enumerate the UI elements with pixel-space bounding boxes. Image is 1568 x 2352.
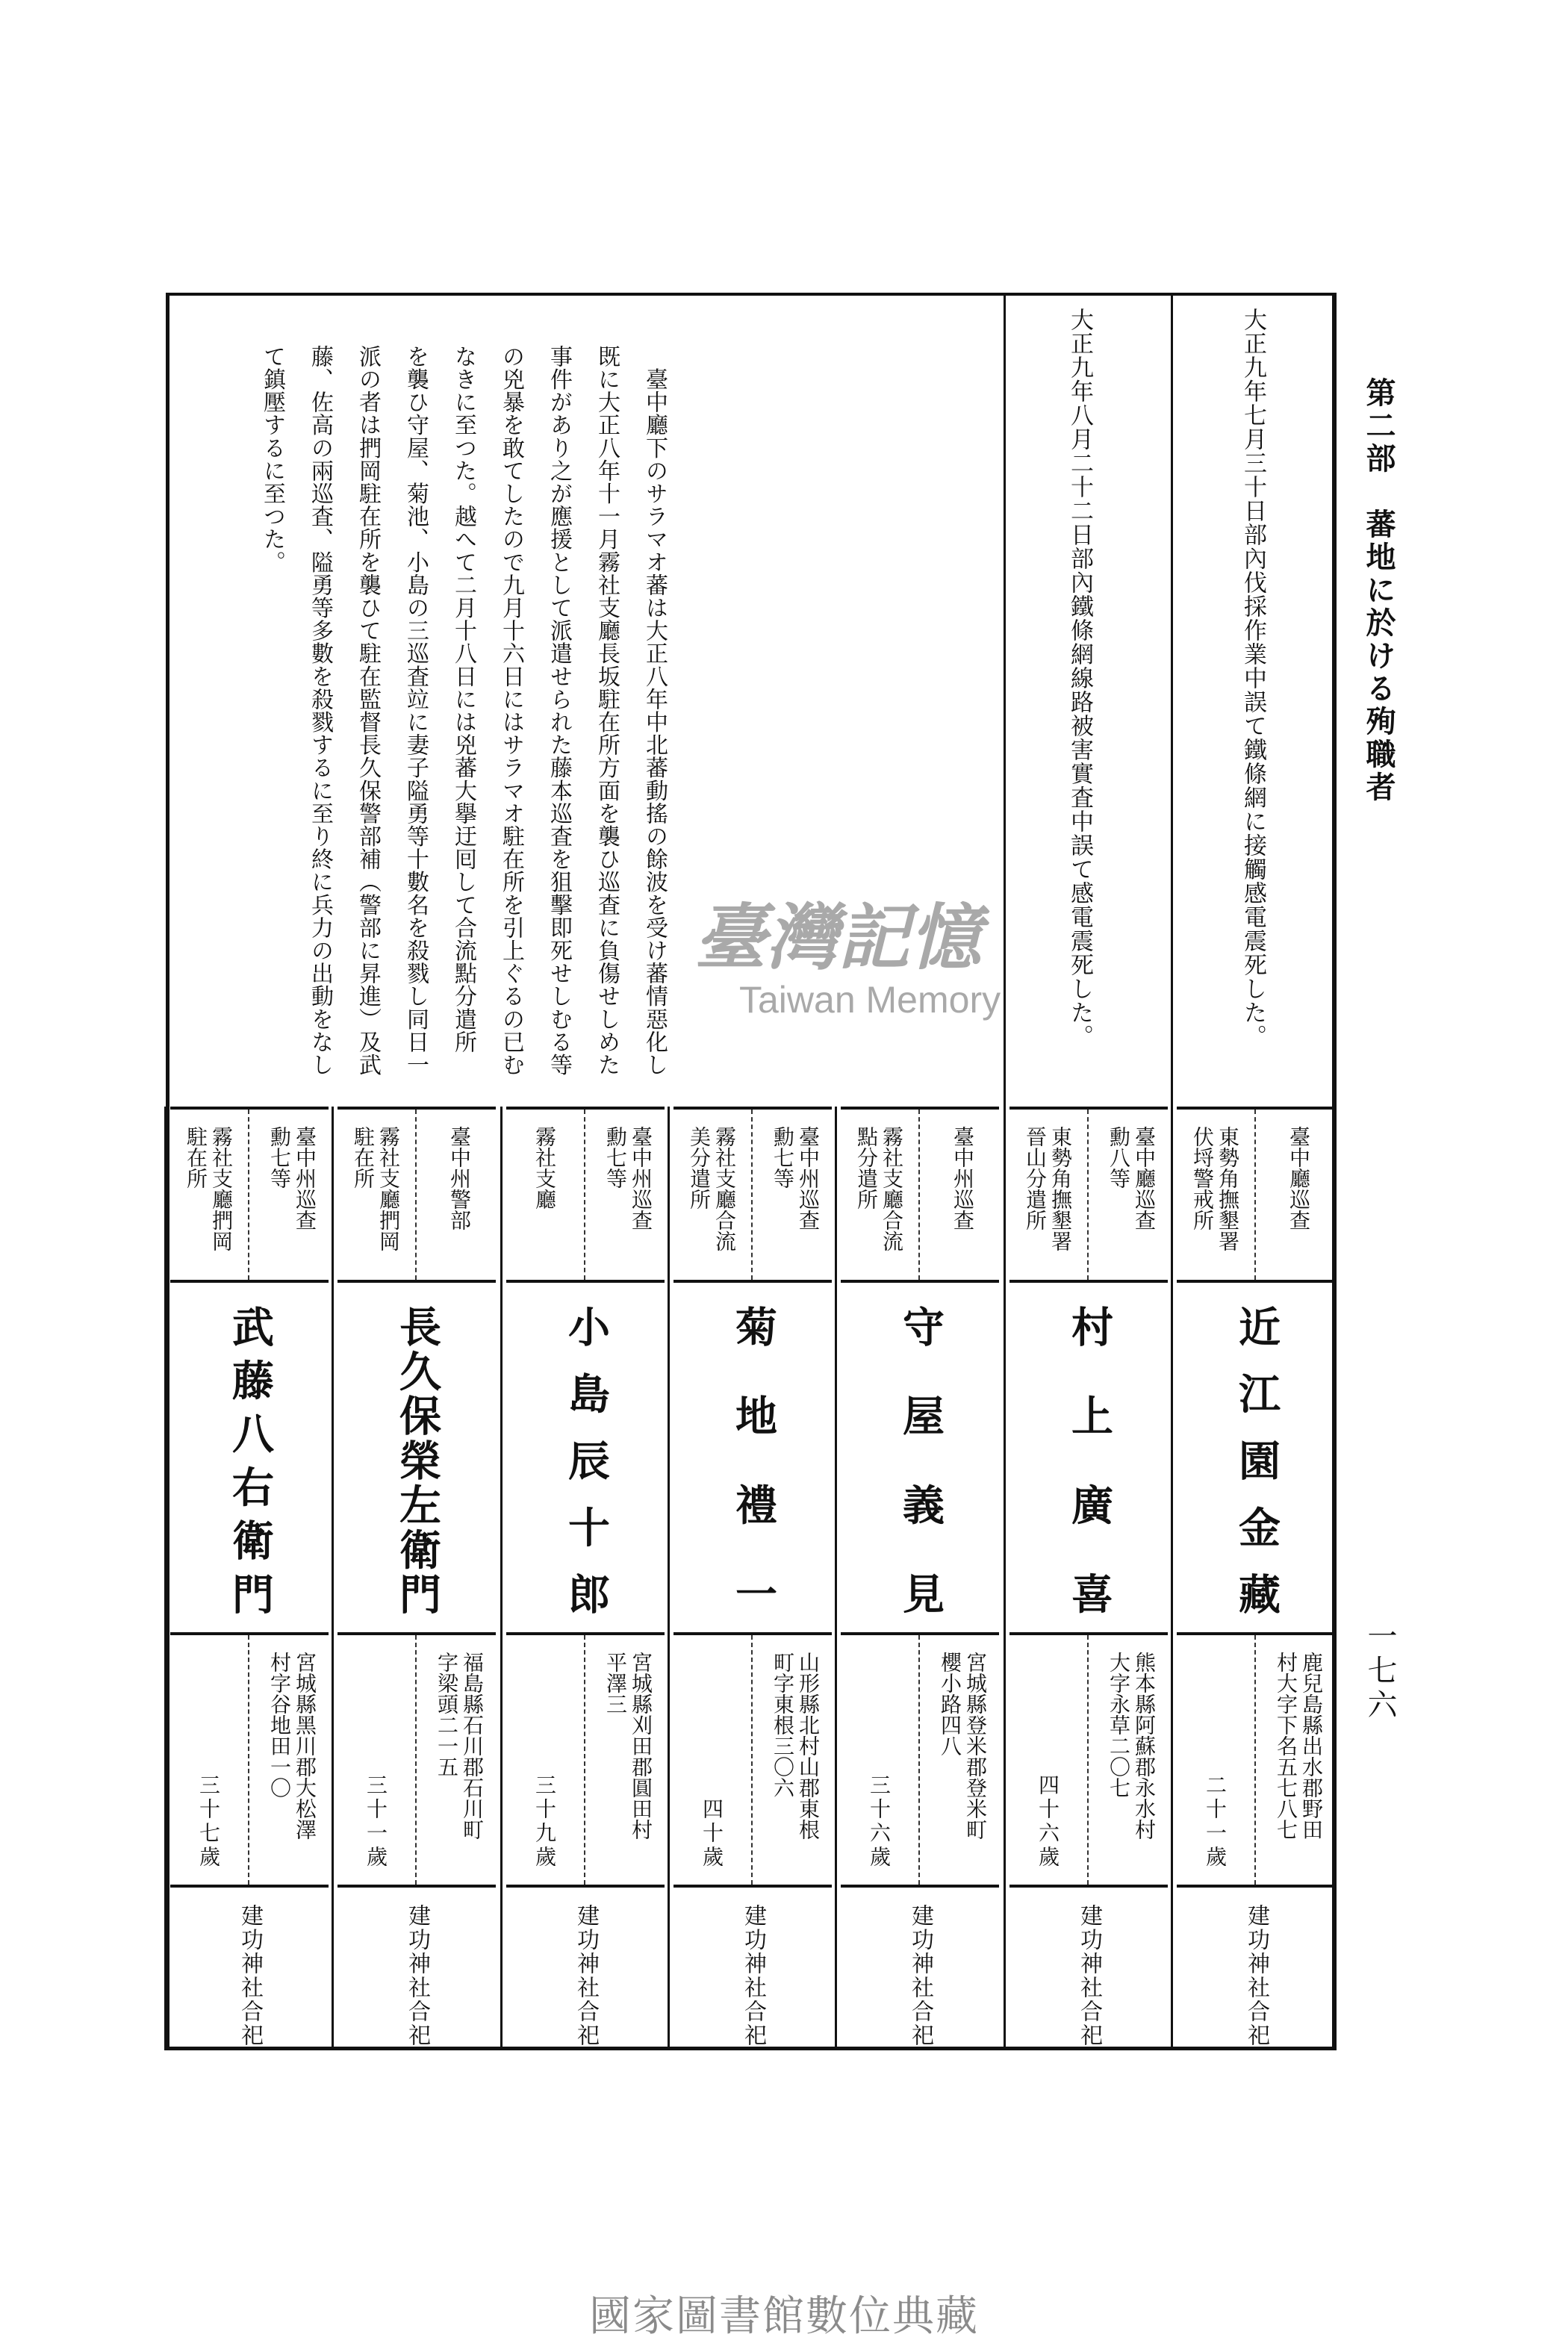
rank-cell [751, 1110, 836, 1280]
enshrinement-text: 建功神社合祀 [573, 1904, 598, 2047]
position-cell [669, 1110, 836, 1280]
age-half [502, 1635, 585, 1885]
narrative-line: 事件があり之が應援として派遣せられた藤本巡査を狙擊即死せしむる等 [547, 345, 571, 1077]
rank-cell [584, 1110, 669, 1280]
address-text [769, 1635, 820, 1885]
age-half [1172, 1635, 1256, 1885]
address-half [918, 1635, 1004, 1885]
rank-line: 臺中州巡查 [796, 1126, 819, 1231]
enshrinement-text: 建功神社合祀 [405, 1904, 429, 2047]
address-line: 宮城縣刈田郡圓田村 [629, 1652, 652, 1840]
address-cell [836, 1635, 1004, 1885]
post-line: 霧社支廳捫岡 [209, 1126, 232, 1251]
rank-line: 臺中州巡查 [629, 1126, 652, 1231]
name-cell [1005, 1283, 1172, 1662]
address-cell [1172, 1635, 1340, 1885]
address-text [1272, 1635, 1323, 1885]
rank-line: 勳八等 [1107, 1126, 1130, 1189]
rank-line: 勳七等 [771, 1126, 794, 1189]
post-cell [1172, 1110, 1256, 1280]
position-cell [1005, 1110, 1172, 1280]
address-text [266, 1635, 317, 1885]
address-line: 鹿兒島縣出水郡野田 [1299, 1652, 1322, 1840]
rank-text [602, 1110, 653, 1280]
post-cell [333, 1110, 417, 1280]
enshrinement-text: 建功神社合祀 [1244, 1904, 1269, 2047]
address-half [248, 1635, 333, 1885]
rank-text [1105, 1110, 1156, 1280]
incident-note-2: 大正九年八月二十二日部內鐵條網線路被害實査中誤て感電震死した。 [1067, 308, 1093, 1048]
rank-line: 臺中州巡查 [951, 1126, 974, 1231]
address-cell [166, 1635, 333, 1885]
position-cell [502, 1110, 669, 1280]
watermark-text: Taiwan Memory [739, 979, 1001, 1021]
address-line: 平澤三 [603, 1652, 626, 1714]
narrative-line: 派の者は捫岡駐在所を襲ひて駐在監督長久保警部補（警部に昇進）及武 [355, 345, 380, 1077]
age-text: 三十六歲 [867, 1774, 890, 1870]
age-half [836, 1635, 920, 1885]
post-text [853, 1110, 903, 1280]
rank-line: 臺中州警部 [447, 1126, 470, 1231]
post-text [685, 1110, 736, 1280]
enshrinement-cell [333, 1888, 500, 2050]
address-text [602, 1635, 653, 1885]
address-cell [333, 1635, 500, 1885]
incident-note-1: 大正九年七月三十日部內伐採作業中誤て鐵條網に接觸感電震死した。 [1240, 308, 1266, 1048]
enshrinement-cell [1172, 1888, 1340, 2050]
post-text [531, 1110, 556, 1280]
address-text [1105, 1635, 1156, 1885]
post-cell [669, 1110, 753, 1280]
post-line: 霧社支廳合流 [880, 1126, 903, 1251]
name-cell [502, 1283, 669, 1640]
name-cell [1172, 1283, 1340, 1640]
page-number: 一七六 [1363, 1620, 1397, 1723]
address-line: 山形縣北村山郡東根 [796, 1652, 819, 1840]
enshrinement-text: 建功神社合祀 [741, 1904, 765, 2047]
address-line: 福島縣石川郡石川町 [460, 1652, 483, 1840]
person-name: 長久保榮左衛門 [393, 1305, 440, 1617]
post-line: 晉山分遣所 [1023, 1126, 1046, 1231]
narrative-line: を襲ひ守屋、菊池、小島の三巡査竝に妻子隘勇等十數名を殺戮し同日一 [403, 345, 428, 1077]
rank-cell [918, 1110, 1004, 1280]
age-text: 三十七歲 [196, 1774, 220, 1870]
rank-text [446, 1110, 471, 1280]
rank-text [266, 1110, 317, 1280]
chapter-header: 第二部 蕃地に於ける殉職者 [1362, 377, 1396, 804]
address-half [584, 1635, 669, 1885]
address-line: 熊本縣阿蘇郡永水村 [1132, 1652, 1155, 1840]
rank-cell [1254, 1110, 1340, 1280]
record-column [836, 1107, 1004, 2050]
rank-cell [415, 1110, 500, 1280]
age-half [1005, 1635, 1089, 1885]
rank-text [1285, 1110, 1310, 1280]
name-cell [333, 1283, 500, 1632]
post-line: 伏埒警戒所 [1190, 1126, 1213, 1231]
record-column [333, 1107, 500, 2050]
age-text: 三十一歲 [364, 1774, 387, 1870]
name-cell [836, 1283, 1004, 1662]
address-line: 大字永草二〇七 [1107, 1652, 1130, 1798]
post-text [1189, 1110, 1239, 1280]
rank-line: 臺中廳巡查 [1132, 1126, 1155, 1231]
record-column [166, 1107, 333, 2050]
post-text [182, 1110, 233, 1280]
person-name: 菊地禮一 [729, 1305, 776, 1662]
post-line: 駐在所 [184, 1126, 207, 1189]
person-name: 小島辰十郎 [562, 1305, 609, 1640]
rank-line: 勳七等 [603, 1126, 626, 1189]
post-line: 點分遣所 [854, 1126, 877, 1210]
position-cell [166, 1110, 333, 1280]
address-half [751, 1635, 836, 1885]
person-name: 武藤八右衛門 [226, 1305, 273, 1626]
age-half [333, 1635, 417, 1885]
position-cell [333, 1110, 500, 1280]
post-text [1021, 1110, 1072, 1280]
post-cell [166, 1110, 249, 1280]
age-text: 四十歲 [700, 1798, 723, 1870]
record-column [502, 1107, 669, 2050]
age-text: 四十六歲 [1036, 1774, 1059, 1870]
address-half [1087, 1635, 1172, 1885]
post-text [349, 1110, 400, 1280]
post-line: 霧社支廳 [532, 1126, 556, 1210]
position-cell [836, 1110, 1004, 1280]
narrative-line: の兇暴を敢てしたので九月十六日にはサラマオ駐在所を引上ぐるの已む [499, 345, 523, 1077]
position-cell [1172, 1110, 1340, 1280]
narrative-line: 既に大正八年十一月霧社支廳長坂駐在所方面を襲ひ巡査に負傷せしめた [594, 345, 619, 1077]
address-cell [669, 1635, 836, 1885]
post-line: 東勢角撫墾署 [1216, 1126, 1239, 1251]
rank-text [769, 1110, 820, 1280]
post-cell [1005, 1110, 1089, 1280]
post-line: 駐在所 [351, 1126, 374, 1189]
enshrinement-cell [502, 1888, 669, 2050]
address-text [936, 1635, 987, 1885]
address-line: 村字谷地田一〇 [267, 1652, 290, 1798]
narrative-line: て鎮壓するに至つた。 [260, 345, 284, 573]
address-line: 村大字下名五七八七 [1274, 1652, 1297, 1840]
enshrinement-cell [669, 1888, 836, 2050]
watermark-logo: 臺灣記憶 [694, 895, 981, 980]
address-line: 宮城縣登米郡登米町 [963, 1652, 986, 1840]
address-text [433, 1635, 484, 1885]
address-line: 宮城縣黑川郡大松澤 [293, 1652, 316, 1840]
address-line: 町字東根三〇六 [771, 1652, 794, 1798]
address-half [415, 1635, 500, 1885]
record-column [669, 1107, 836, 2050]
rank-line: 臺中廳巡查 [1287, 1126, 1310, 1231]
record-column [1005, 1107, 1172, 2050]
age-half [166, 1635, 249, 1885]
enshrinement-text: 建功神社合祀 [1077, 1904, 1101, 2047]
rank-line: 勳七等 [267, 1126, 290, 1189]
narrative-line: 藤、佐高の兩巡査、隘勇等多數を殺戮するに至り終に兵力の出動をなし [308, 345, 332, 1077]
rank-cell [248, 1110, 333, 1280]
rank-text [949, 1110, 974, 1280]
narrative-line: 臺中廳下のサラマオ蕃は大正八年中北蕃動搖の餘波を受け蕃情惡化し [642, 345, 667, 1077]
address-half [1254, 1635, 1340, 1885]
address-cell [1005, 1635, 1172, 1885]
age-text: 三十九歲 [532, 1774, 556, 1870]
record-column [1172, 1107, 1340, 2050]
person-name: 守屋義見 [897, 1305, 943, 1662]
archive-footer: 國家圖書館數位典藏 [589, 2292, 979, 2341]
person-name: 近江園金藏 [1233, 1305, 1279, 1640]
name-cell [166, 1283, 333, 1632]
name-cell [669, 1283, 836, 1662]
narrative-line: なきに至つた。越へて二月十八日には兇蕃大擧迂囘して合流點分遣所 [451, 345, 476, 1054]
post-cell [836, 1110, 920, 1280]
rank-cell [1087, 1110, 1172, 1280]
enshrinement-cell [1005, 1888, 1172, 2050]
post-line: 霧社支廳捫岡 [376, 1126, 399, 1251]
post-cell [502, 1110, 585, 1280]
age-text: 二十一歲 [1203, 1774, 1226, 1870]
enshrinement-cell [166, 1888, 333, 2050]
enshrinement-text: 建功神社合祀 [237, 1904, 262, 2047]
address-cell [502, 1635, 669, 1885]
post-line: 東勢角撫墾署 [1048, 1126, 1071, 1251]
enshrinement-text: 建功神社合祀 [908, 1904, 933, 2047]
enshrinement-cell [836, 1888, 1004, 2050]
person-name: 村上廣喜 [1065, 1305, 1112, 1662]
post-line: 美分遣所 [687, 1126, 710, 1210]
post-line: 霧社支廳合流 [712, 1126, 735, 1251]
age-half [669, 1635, 753, 1885]
address-line: 字梁頭二一五 [435, 1652, 458, 1777]
rank-line: 臺中州巡查 [293, 1126, 316, 1231]
address-line: 櫻小路四八 [938, 1652, 961, 1756]
